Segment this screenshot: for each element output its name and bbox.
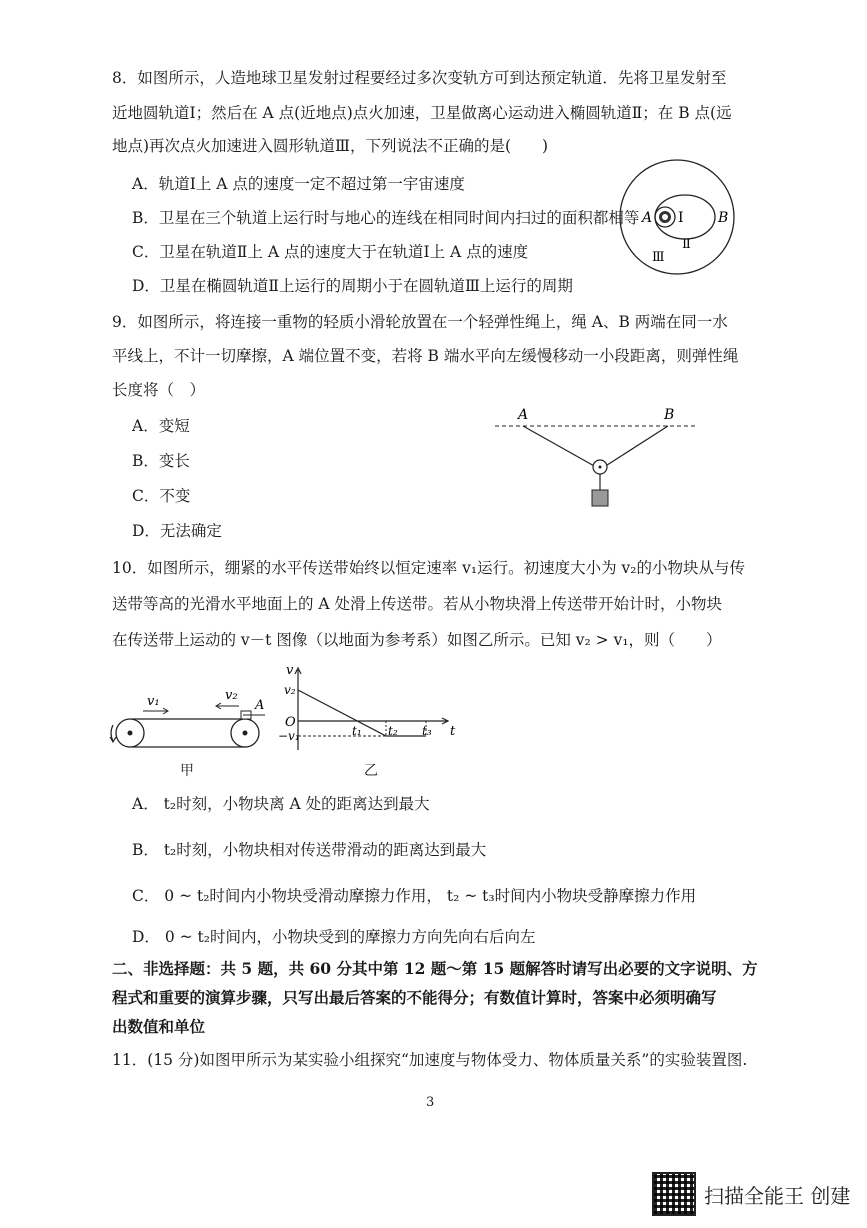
q10-option-c: C． 0 ~ t₂时间内小物块受滑动摩擦力作用， t₂ ~ t₃时间内小物块受静摩擦力作用	[132, 887, 697, 905]
right-wheel-hub	[243, 731, 248, 736]
q9-option-c: C．不变	[132, 487, 191, 505]
left-wheel-hub	[128, 731, 133, 736]
q8-option-a: A．轨道Ⅰ上 A 点的速度一定不超过第一宇宙速度	[132, 175, 465, 193]
q9-line-2: 平线上，不计一切摩擦，A 端位置不变，若将 B 端水平向左缓慢移动一小段距离，则弹性绳	[112, 347, 739, 365]
q11-line-1: 11．(15 分)如图甲所示为某实验小组探究“加速度与物体受力、物体质量关系”的实验装置图.	[112, 1051, 748, 1069]
q10-option-a: A． t₂时刻，小物块离 A 处的距离达到最大	[132, 795, 430, 813]
q10-option-d: D． 0 ~ t₂时间内，小物块受到的摩擦力方向先向右后向左	[132, 928, 536, 946]
q10-option-b: B． t₂时刻，小物块相对传送带滑动的距离达到最大	[132, 841, 487, 859]
label-v1: v₁	[147, 694, 160, 709]
axis-label-v: v	[286, 663, 294, 678]
label-v2: v₂	[225, 688, 238, 703]
origin-label: O	[285, 715, 296, 730]
tick-neg-v1: −v₁	[278, 729, 300, 743]
fig8-label-i: Ⅰ	[678, 210, 684, 226]
label-a-point: A	[255, 698, 265, 713]
q10-line-2: 送带等高的光滑水平地面上的 A 处滑上传送带。若从小物块滑上传送带开始计时，小物块	[112, 595, 723, 613]
rope-right	[604, 426, 668, 467]
q9-option-b: B．变长	[132, 452, 190, 470]
earth-core	[662, 214, 668, 220]
tick-t2: t₂	[388, 724, 398, 738]
q10-conveyor-figure	[105, 685, 270, 755]
tick-v2: v₂	[284, 683, 296, 697]
fig8-label-ii: Ⅱ	[682, 237, 691, 252]
fig8-label-b: B	[718, 210, 729, 226]
scanner-footer	[652, 1172, 850, 1216]
fig9-label-b: B	[664, 407, 675, 423]
q8-line-1: 8．如图所示，人造地球卫星发射过程要经过多次变轨方可到达预定轨道．先将卫星发射至	[112, 69, 727, 87]
rotation-arrowhead	[110, 737, 116, 742]
caption-yi: 乙	[364, 763, 378, 779]
fig9-label-a: A	[518, 407, 529, 423]
q10-line-1: 10．如图所示，绷紧的水平传送带始终以恒定速率 v₁运行。初速度大小为 v₂的小物块从与传	[112, 559, 746, 577]
fig8-label-iii: Ⅲ	[652, 250, 665, 265]
footer-text: 扫描全能王 创建	[704, 1183, 851, 1208]
section2-line-3: 出数值和单位	[112, 1017, 206, 1036]
q8-line-3: 地点)再次点火加速进入圆形轨道Ⅲ，下列说法不正确的是( )	[112, 137, 549, 155]
q8-option-d: D．卫星在椭圆轨道Ⅱ上运行的周期小于在圆轨道Ⅲ上运行的周期	[132, 277, 573, 295]
q9-line-1: 9．如图所示，将连接一重物的轻质小滑轮放置在一个轻弹性绳上，绳 A、B 两端在同一水	[112, 313, 728, 331]
section2-line-2: 程式和重要的演算步骤，只写出最后答案的不能得分；有数值计算时，答案中必须明确写	[112, 988, 717, 1007]
weight-block-icon	[592, 490, 608, 506]
q8-line-2: 近地圆轨道Ⅰ；然后在 A 点(近地点)点火加速，卫星做离心运动进入椭圆轨道Ⅱ；在 B 点(远	[112, 104, 732, 122]
caption-jia: 甲	[180, 763, 194, 779]
q9-option-a: A．变短	[132, 417, 190, 435]
vt-line-decel	[298, 690, 386, 736]
q8-orbit-figure	[610, 158, 750, 283]
tick-t1: t₁	[352, 724, 362, 738]
q8-option-b: B．卫星在三个轨道上运行时与地心的连线在相同时间内扫过的面积都相等	[132, 209, 640, 227]
page-number: 3	[426, 1095, 435, 1110]
q10-line-3: 在传送带上运动的 v－t 图像（以地面为参考系）如图乙所示。已知 v₂ > v₁，则（ ）	[112, 631, 722, 649]
rope-left	[523, 426, 596, 467]
q9-line-3: 长度将（ ）	[112, 381, 206, 399]
q8-option-c: C．卫星在轨道Ⅱ上 A 点的速度大于在轨道Ⅰ上 A 点的速度	[132, 243, 529, 261]
pulley-axle	[599, 466, 602, 469]
q10-vt-graph	[278, 660, 458, 755]
q9-pulley-figure	[490, 405, 700, 515]
q9-option-d: D．无法确定	[132, 522, 222, 540]
qr-code-icon	[652, 1172, 696, 1216]
orbit-iii-circle	[620, 160, 734, 274]
fig8-label-a: A	[642, 210, 653, 226]
axis-label-t: t	[450, 724, 456, 739]
section2-line-1: 二、非选择题：共 5 题，共 60 分其中第 12 题～第 15 题解答时请写出必要的文字说明、方	[112, 959, 758, 978]
tick-t3: t₃	[422, 724, 432, 738]
